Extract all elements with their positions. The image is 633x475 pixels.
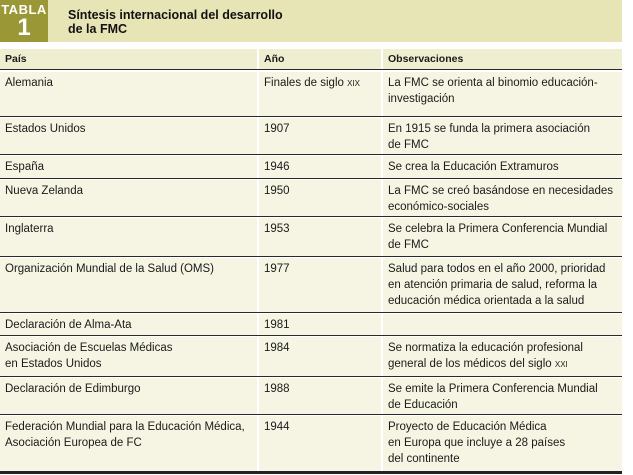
cell-notes bbox=[383, 378, 622, 414]
column-header-notes: Observaciones bbox=[383, 49, 622, 69]
notes-text: de FMC bbox=[388, 139, 429, 151]
table-row bbox=[0, 118, 622, 154]
table-badge bbox=[0, 0, 48, 42]
year-text: 1984 bbox=[264, 342, 290, 354]
table-row bbox=[0, 314, 622, 335]
table-header bbox=[0, 0, 622, 42]
notes-text: general de los médicos del siglo bbox=[388, 358, 555, 370]
cell-notes bbox=[383, 258, 622, 312]
cell-year bbox=[259, 118, 381, 154]
table-label: TABLA bbox=[1, 2, 47, 17]
year-text: 1946 bbox=[264, 161, 290, 173]
notes-line bbox=[388, 121, 622, 137]
notes-line bbox=[388, 419, 622, 435]
notes-text: de FMC bbox=[388, 239, 429, 251]
notes-line bbox=[388, 137, 622, 153]
row-divider bbox=[0, 116, 622, 117]
table-row bbox=[0, 378, 622, 414]
notes-line bbox=[388, 435, 622, 451]
cell-year bbox=[259, 180, 381, 216]
cell-year bbox=[259, 72, 381, 116]
cell-year bbox=[259, 337, 381, 376]
cell-country bbox=[0, 378, 257, 414]
cell-year bbox=[259, 314, 381, 335]
year-text: 1950 bbox=[264, 185, 290, 197]
notes-text: Se crea la Educación Extramuros bbox=[388, 161, 559, 173]
notes-line bbox=[388, 221, 622, 237]
year-text: 1981 bbox=[264, 319, 290, 331]
cell-year bbox=[259, 218, 381, 256]
row-divider bbox=[0, 178, 622, 179]
cell-country bbox=[0, 314, 257, 335]
notes-text: Se normatiza la educación profesional bbox=[388, 342, 583, 354]
notes-line bbox=[388, 91, 622, 107]
notes-line bbox=[388, 199, 622, 215]
country-line: Inglaterra bbox=[5, 223, 54, 235]
year-text: 1988 bbox=[264, 383, 290, 395]
header-rule bbox=[0, 69, 622, 70]
notes-text: educación médica orientada a la salud bbox=[388, 295, 585, 307]
country-line: Organización Mundial de la Salud (OMS) bbox=[5, 263, 215, 275]
cell-country bbox=[0, 156, 257, 178]
country-line: Alemania bbox=[5, 77, 53, 89]
cell-notes bbox=[383, 218, 622, 256]
table-row bbox=[0, 156, 622, 178]
notes-text: Salud para todos en el año 2000, prioridad bbox=[388, 263, 606, 275]
cell-country bbox=[0, 218, 257, 256]
row-divider bbox=[0, 154, 622, 155]
year-text: 1944 bbox=[264, 421, 290, 433]
year-value bbox=[264, 261, 381, 277]
cell-country bbox=[0, 180, 257, 216]
notes-text: Proyecto de Educación Médica bbox=[388, 421, 547, 433]
notes-line bbox=[388, 356, 622, 372]
notes-text: La FMC se creó basándose en necesidades bbox=[388, 185, 614, 197]
notes-line bbox=[388, 183, 622, 199]
notes-text: Se emite la Primera Conferencia Mundial bbox=[388, 383, 598, 395]
notes-text: del continente bbox=[388, 453, 460, 465]
row-divider bbox=[0, 216, 622, 217]
cell-notes bbox=[383, 156, 622, 178]
cell-country bbox=[0, 258, 257, 312]
cell-notes bbox=[383, 72, 622, 116]
year-text: Finales de siglo bbox=[264, 77, 348, 89]
table-number: 1 bbox=[17, 14, 31, 41]
year-value bbox=[264, 381, 381, 397]
notes-text: en Europa que incluye a 28 países bbox=[388, 437, 566, 449]
cell-notes bbox=[383, 337, 622, 376]
notes-text: económico-sociales bbox=[388, 201, 489, 213]
cell-notes bbox=[383, 314, 622, 335]
year-value bbox=[264, 159, 381, 175]
year-century: xix bbox=[347, 77, 361, 89]
row-divider bbox=[0, 335, 622, 336]
notes-century: xxi bbox=[554, 358, 568, 370]
cell-year bbox=[259, 258, 381, 312]
notes-text: investigación bbox=[388, 93, 455, 105]
title-line: de la FMC bbox=[68, 22, 128, 36]
row-divider bbox=[0, 376, 622, 377]
table-row bbox=[0, 258, 622, 312]
table-bottom-rule bbox=[0, 471, 622, 474]
notes-text: En 1915 se funda la primera asociación bbox=[388, 123, 591, 135]
title-line: Síntesis internacional del desarrollo bbox=[68, 8, 283, 22]
table-row bbox=[0, 218, 622, 256]
notes-line bbox=[388, 397, 622, 413]
column-header-year: Año bbox=[259, 49, 381, 69]
cell-country bbox=[0, 337, 257, 376]
year-text: 1977 bbox=[264, 263, 290, 275]
notes-line bbox=[388, 75, 622, 91]
notes-line bbox=[388, 451, 622, 467]
cell-year bbox=[259, 416, 381, 471]
year-value bbox=[264, 340, 381, 356]
country-line: Estados Unidos bbox=[5, 123, 86, 135]
table-row bbox=[0, 180, 622, 216]
cell-notes bbox=[383, 180, 622, 216]
year-value bbox=[264, 75, 381, 91]
cell-year bbox=[259, 378, 381, 414]
year-value bbox=[264, 419, 381, 435]
country-line: en Estados Unidos bbox=[5, 358, 102, 370]
year-value bbox=[264, 121, 381, 137]
notes-line bbox=[388, 381, 622, 397]
notes-line bbox=[388, 293, 622, 309]
cell-notes bbox=[383, 416, 622, 471]
notes-text: de Educación bbox=[388, 399, 458, 411]
country-line: Federación Mundial para la Educación Médica, bbox=[5, 421, 245, 433]
table-title bbox=[68, 8, 283, 36]
country-line: España bbox=[5, 161, 45, 173]
year-text: 1953 bbox=[264, 223, 290, 235]
notes-text: La FMC se orienta al binomio educación- bbox=[388, 77, 598, 89]
cell-country bbox=[0, 416, 257, 471]
country-line: Asociación Europea de FC bbox=[5, 437, 142, 449]
table-row bbox=[0, 416, 622, 471]
cell-country bbox=[0, 72, 257, 116]
country-line: Declaración de Alma-Ata bbox=[5, 319, 132, 331]
year-value bbox=[264, 221, 381, 237]
notes-line bbox=[388, 340, 622, 356]
table-row bbox=[0, 72, 622, 116]
year-value bbox=[264, 317, 381, 333]
cell-notes bbox=[383, 118, 622, 154]
notes-line bbox=[388, 261, 622, 277]
cell-year bbox=[259, 156, 381, 178]
notes-line bbox=[388, 237, 622, 253]
notes-line bbox=[388, 159, 622, 175]
year-text: 1907 bbox=[264, 123, 290, 135]
notes-text: Se celebra la Primera Conferencia Mundial bbox=[388, 223, 608, 235]
country-line: Nueva Zelanda bbox=[5, 185, 83, 197]
notes-line bbox=[388, 277, 622, 293]
table-row bbox=[0, 337, 622, 376]
row-divider bbox=[0, 256, 622, 257]
year-value bbox=[264, 183, 381, 199]
country-line: Asociación de Escuelas Médicas bbox=[5, 342, 173, 354]
cell-country bbox=[0, 118, 257, 154]
notes-text: en atención primaria de salud, reforma la bbox=[388, 279, 598, 291]
column-header-country: País bbox=[0, 49, 257, 69]
row-divider bbox=[0, 312, 622, 313]
country-line: Declaración de Edimburgo bbox=[5, 383, 141, 395]
row-divider bbox=[0, 414, 622, 415]
